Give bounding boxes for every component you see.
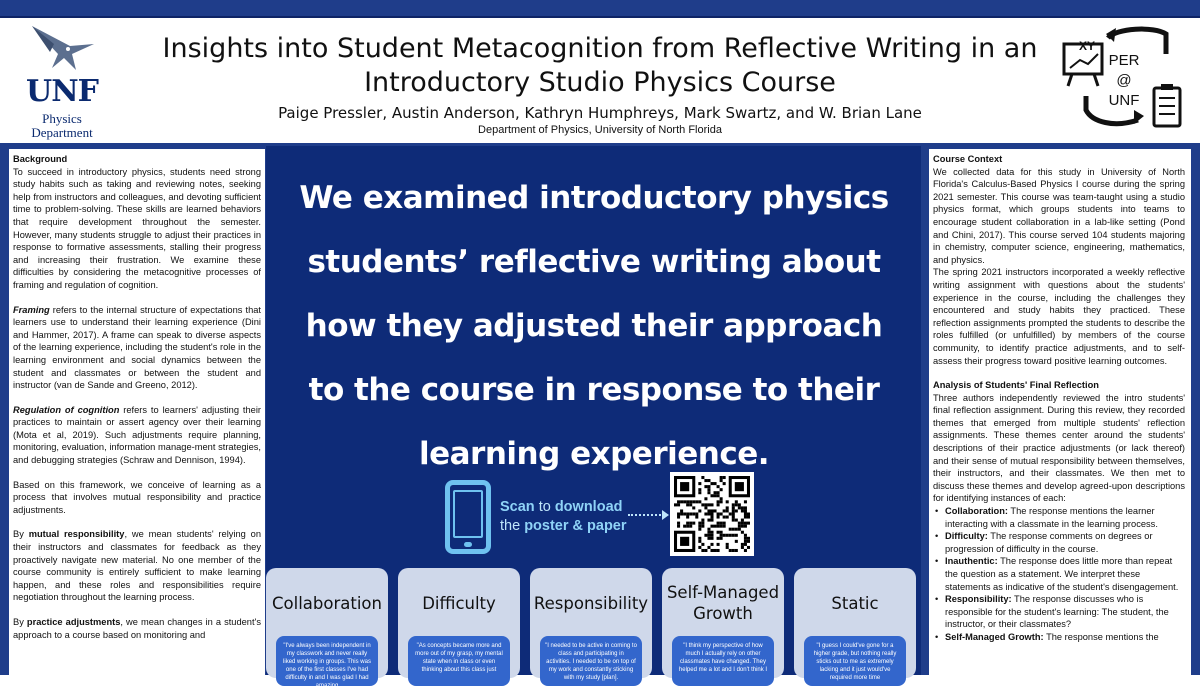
arrow-head-icon bbox=[662, 510, 669, 520]
qr-code-icon bbox=[674, 476, 750, 552]
definition-term: Inauthentic: bbox=[945, 556, 998, 567]
definition-text: The response mentions the learner interacting with a classmate in the learning process. bbox=[945, 506, 1158, 529]
phone-icon bbox=[445, 480, 491, 554]
phone-screen bbox=[453, 490, 483, 538]
osprey-icon bbox=[24, 24, 98, 76]
scan-the: the bbox=[500, 518, 525, 534]
poster-title: Insights into Student Metacognition from Reflective Writing in an Introductory Studio Physics Course bbox=[162, 33, 1038, 98]
theme-quote: "I think my perspective of how much I actually rely on other classmates have changed. They helped me a lot and I don't think I bbox=[672, 636, 774, 686]
practice-paragraph bbox=[13, 616, 261, 641]
practice-term: practice adjustments bbox=[26, 617, 121, 627]
scan-download: download bbox=[554, 499, 623, 515]
analysis-heading: Analysis of Students' Final Reflection bbox=[933, 380, 1099, 391]
definition-term: Collaboration: bbox=[945, 506, 1009, 517]
definition-text: The response does little more than repeat the question as a statement. We interpret these statements as indicative of the student's disengagement. bbox=[945, 556, 1179, 592]
theme-definitions bbox=[933, 505, 1185, 644]
framing-text: refers to the internal structure of expectations that learners use to understand their learning experience (Dini and Hammer, 2017). A frame can speak to diverse aspects of the learning experience, including the student's role in the learning environment and social dynamics between the student and classmates or between the student and instructor (van de Sande and Greeno, 2012). bbox=[13, 304, 261, 391]
scan-target: poster & paper bbox=[524, 518, 627, 534]
scan-to: to bbox=[534, 499, 555, 515]
right-column bbox=[929, 149, 1191, 675]
definition-item bbox=[933, 505, 1185, 530]
center-panel bbox=[266, 146, 921, 689]
poster-authors: Paige Pressler, Austin Anderson, Kathryn Humphreys, Mark Swartz, and W. Brian Lane bbox=[278, 104, 922, 122]
theme-name: Difficulty bbox=[422, 593, 496, 613]
mutual-term: mutual responsibility bbox=[28, 529, 125, 540]
theme-name: Static bbox=[831, 593, 879, 613]
context-heading: Course Context bbox=[933, 154, 1003, 164]
mutual-prefix: By bbox=[13, 529, 29, 540]
practice-text: , we mean changes in a student's approach to a course based on monitoring and bbox=[13, 617, 261, 640]
practice-prefix: By bbox=[13, 617, 27, 627]
definition-item bbox=[933, 631, 1185, 644]
framing-term: Framing bbox=[13, 304, 50, 315]
context-text: We collected data for this study in University of North Florida's Calculus-Based Physics I course during the spring 2021 semester. This course was team-taught using a studio physics format, which groups students into teams to encourage student collaboration in a lab-like setting (Pond and Chini, 2017). This course served 104 students majoring in chemistry, computer science, engineering, mathematics, and physics. bbox=[933, 166, 1185, 265]
regulation-text: refers to learners' adjusting their practices to maintain or assert agency over their learning (Mota et al, 2019). Such adjustments require planning, monitoring, evaluation, information manage-ment strategies, and debugging strategies (Schraw and Dennison, 1994). bbox=[13, 404, 261, 466]
per-board-label: XY bbox=[1078, 39, 1095, 53]
unf-wordmark: UNF bbox=[26, 74, 98, 109]
regulation-paragraph bbox=[13, 404, 261, 467]
context-text-2: The spring 2021 instructors incorporated a weekly reflective writing assignment with questions about the students' experience in the course, including the challenges they encountered and study habits they practiced. These reflection assignments prompted the students to describe the roles fulfilled (or unfulfilled) by members of the course community, to identify practice adjustments, and to self-assess their progress toward positive learning outcomes. bbox=[933, 267, 1185, 366]
mutual-text: , we mean students' relying on their instructors and classmates for feedback as they proactively navigate new material. No one member of the course community is entirely sufficient to make learning happen, and these roles and responsibilities require negotiation throughout the learning process. bbox=[13, 529, 261, 603]
unf-logo bbox=[14, 24, 106, 140]
theme-name: Self-Managed Growth bbox=[666, 583, 780, 623]
poster-body bbox=[0, 146, 1200, 689]
definition-term: Difficulty: bbox=[945, 531, 988, 542]
theme-quote: "I guess I could've gone for a higher grade, but nothing really sticks out to me as extremely lacking and it just would've required more time bbox=[804, 636, 906, 686]
theme-name: Responsibility bbox=[533, 593, 649, 613]
definition-item bbox=[933, 593, 1185, 631]
analysis-text: Three authors independently reviewed the intro students' final reflection assignment. During this review, they recorded themes that emerged from multiple students' reflection assignments. These themes center around the students' descriptions of their practice adjustments (or lack thereof) and their sense of mutual responsibility between themselves, their instructors, and their classmates. We then met to discuss these themes and develop agreed-upon descriptions for identifying instances of each: bbox=[933, 392, 1185, 504]
background-heading: Background bbox=[13, 154, 68, 164]
definition-term: Self-Managed Growth: bbox=[945, 631, 1044, 642]
theme-card-collaboration bbox=[266, 568, 388, 689]
definition-text: The response discusses who is responsible for the student's learning: The student, the instructor, or their classmates? bbox=[945, 594, 1169, 630]
per-label: PER bbox=[1108, 52, 1140, 69]
definition-item bbox=[933, 530, 1185, 555]
main-finding: We examined introductory physics students’ reflective writing about how they adjusted their approach to the course in response to their learning experience. bbox=[299, 180, 889, 472]
definition-item bbox=[933, 555, 1185, 593]
poster-department: Department of Physics, University of North Florida bbox=[478, 124, 722, 136]
poster-header bbox=[0, 18, 1200, 143]
regulation-term: Regulation of cognition bbox=[13, 404, 120, 415]
theme-card-difficulty bbox=[398, 568, 520, 678]
framing-paragraph bbox=[13, 304, 261, 392]
theme-quote: "I needed to be active in coming to class and participating in activities. I needed to be on top of my work and constantly sticking with my study [plan]. bbox=[540, 636, 642, 686]
theme-card-responsibility bbox=[530, 568, 652, 681]
per-unf-label: UNF bbox=[1108, 92, 1140, 109]
per-at-label: @ bbox=[1116, 72, 1132, 89]
theme-quote: "As concepts became more and more out of my grasp, my mental state when in class or even thinking about this class just bbox=[408, 636, 510, 686]
logo-department: Department bbox=[31, 125, 93, 140]
scan-instruction bbox=[500, 498, 630, 536]
logo-physics: Physics bbox=[42, 111, 82, 126]
mutual-paragraph bbox=[13, 528, 261, 604]
theme-card-static bbox=[794, 568, 916, 681]
per-logo bbox=[1058, 24, 1188, 140]
theme-name: Collaboration bbox=[272, 593, 382, 613]
theme-card-self-managed-growth bbox=[662, 568, 784, 678]
phone-button bbox=[464, 542, 472, 547]
framework-text: Based on this framework, we conceive of learning as a process that involves mutual responsibility and practice adjustments. bbox=[13, 479, 261, 515]
dotted-arrow bbox=[628, 514, 664, 516]
definition-text: The response mentions the bbox=[1043, 631, 1159, 642]
left-column bbox=[9, 149, 265, 675]
background-text: To succeed in introductory physics, students need strong study habits such as taking and reviewing notes, seeking help from instructors and colleagues, and devoting sufficient time to problem-solving. These skills are learned behaviors that require development throughout the semester. However, many students struggle to adjust their practices in response to formative assessments, stalling their progress and increasing their frustration. We examine these difficulties by considering the metacognitive processes of framing and regulation of cognition. bbox=[13, 166, 261, 290]
definition-text: The response comments on degrees or progression of difficulty in the course. bbox=[945, 531, 1153, 554]
definition-term: Responsibility: bbox=[945, 594, 1012, 605]
top-bar bbox=[0, 0, 1200, 18]
scan-word: Scan bbox=[500, 499, 535, 515]
qr-code[interactable] bbox=[670, 472, 754, 556]
theme-quote: "I've always been independent in my classwork and never really liked working in groups. This was one of the first classes I've had difficulty in and I was glad I had amazing bbox=[276, 636, 378, 686]
